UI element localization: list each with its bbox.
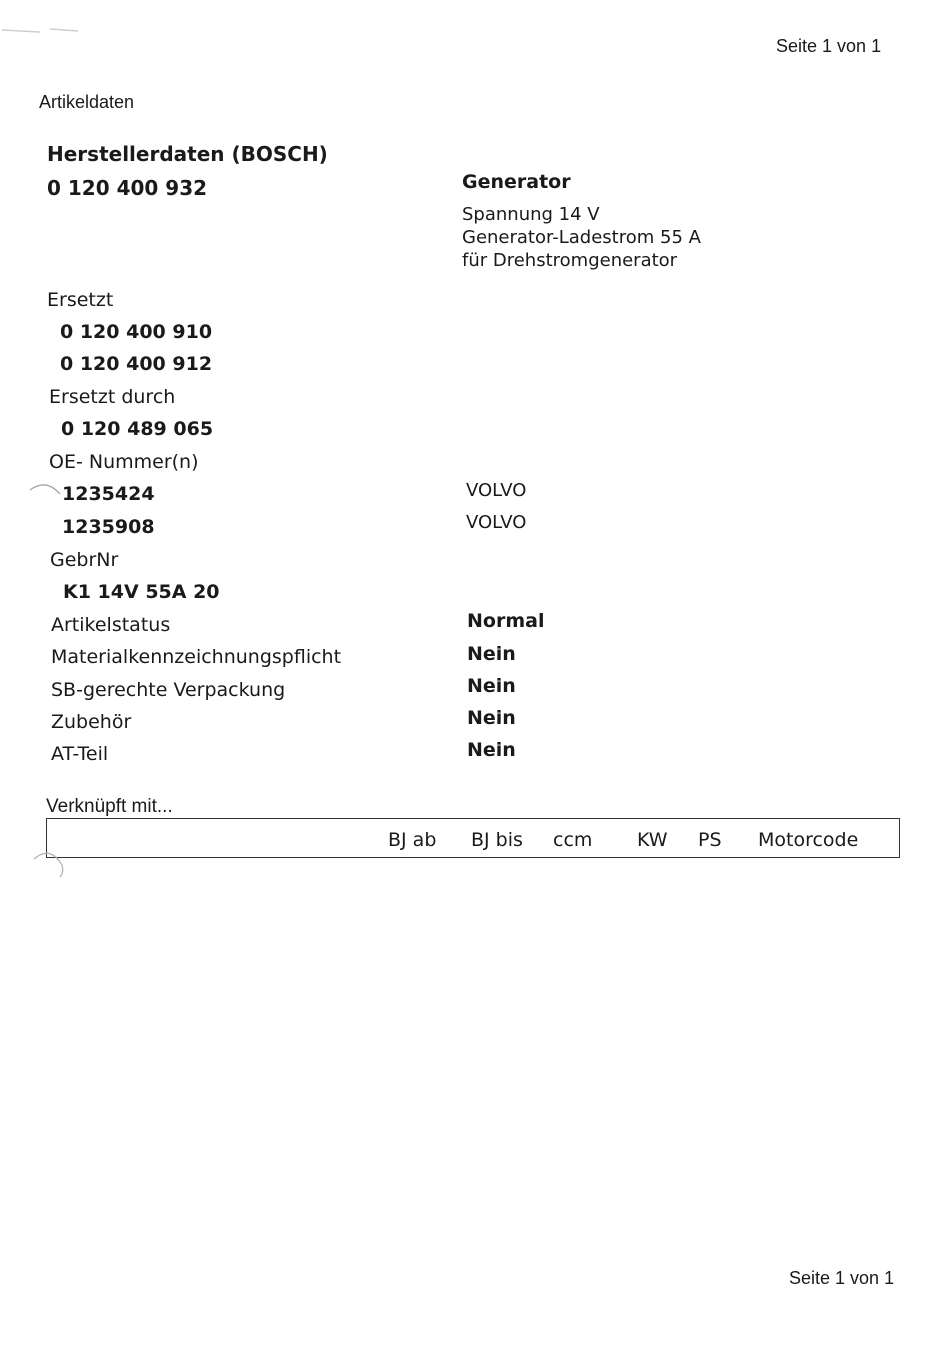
oe-brand: VOLVO	[466, 512, 527, 533]
attribute-label: SB-gerechte Verpackung	[51, 679, 286, 701]
page-indicator-top: Seite 1 von 1	[776, 36, 882, 56]
attribute-value: Nein	[467, 643, 516, 665]
column-header-kw: KW	[637, 829, 668, 851]
scan-artifact	[28, 478, 64, 502]
oe-number: 1235908	[62, 516, 155, 538]
product-spec: für Drehstromgenerator	[462, 250, 678, 271]
oe-numbers-label: OE- Nummer(n)	[49, 451, 199, 473]
usage-number-value: K1 14V 55A 20	[63, 581, 220, 603]
page-indicator-bottom: Seite 1 von 1	[789, 1268, 895, 1288]
oe-brand: VOLVO	[466, 480, 527, 501]
replaced-by-number: 0 120 489 065	[61, 418, 214, 440]
section-title: Artikeldaten	[39, 92, 135, 112]
attribute-value: Nein	[467, 739, 516, 761]
replaces-label: Ersetzt	[47, 289, 114, 311]
column-header-ccm: ccm	[553, 829, 593, 851]
product-spec: Spannung 14 V	[462, 204, 600, 225]
column-header-bj-ab: BJ ab	[388, 829, 437, 851]
manufacturer-heading: Herstellerdaten (BOSCH)	[47, 142, 328, 166]
replaced-by-label: Ersetzt durch	[49, 386, 176, 408]
replaces-number: 0 120 400 910	[60, 321, 213, 343]
attribute-label: Materialkennzeichnungspflicht	[51, 646, 342, 668]
article-number: 0 120 400 932	[47, 176, 208, 200]
product-spec: Generator-Ladestrom 55 A	[462, 227, 701, 248]
attribute-label: Zubehör	[51, 711, 132, 733]
column-header-ps: PS	[698, 829, 722, 851]
attribute-value: Nein	[467, 707, 516, 729]
oe-number: 1235424	[62, 483, 155, 505]
linked-title: Verknüpft mit...	[46, 796, 173, 817]
column-header-bj-bis: BJ bis	[471, 829, 523, 851]
product-name: Generator	[462, 171, 571, 193]
replaces-number: 0 120 400 912	[60, 353, 213, 375]
column-header-motorcode: Motorcode	[758, 829, 859, 851]
usage-number-label: GebrNr	[50, 549, 119, 571]
scan-artifact	[0, 20, 90, 40]
attribute-value: Nein	[467, 675, 516, 697]
attribute-value: Normal	[467, 610, 545, 632]
scan-artifact	[30, 845, 70, 879]
attribute-label: AT-Teil	[51, 743, 109, 765]
attribute-label: Artikelstatus	[51, 614, 171, 636]
